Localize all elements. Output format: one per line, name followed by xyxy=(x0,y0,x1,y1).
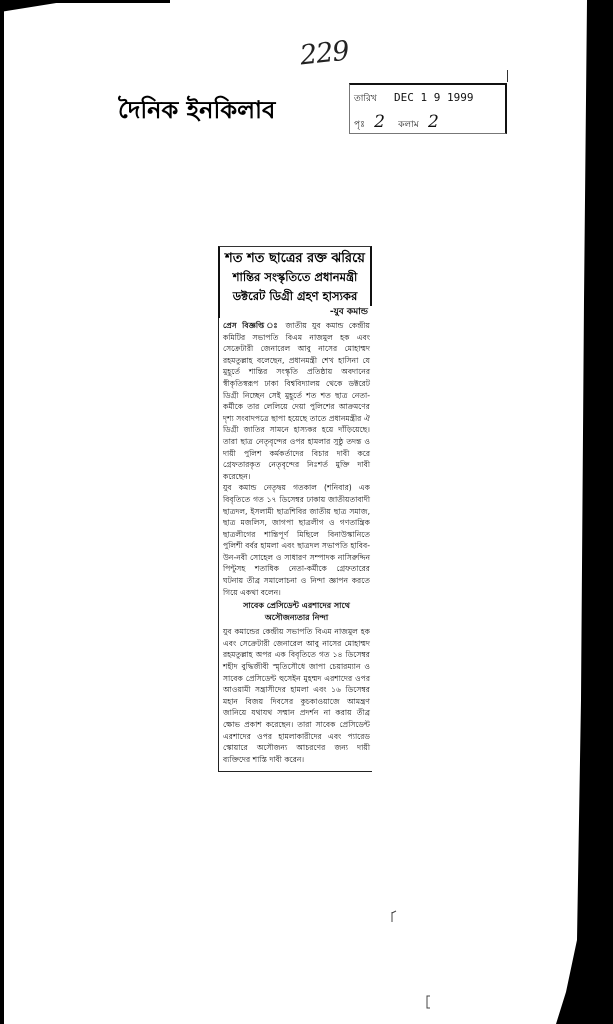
article-paragraph-2: যুব কমান্ড নেতৃদ্বয় গতকাল (শনিবার) এক বিবৃতিতে গত ১৭ ডিসেম্বর ঢাকায় জাতীয়তাবাদী ছাত্রদল, ইসলামী ছাত্রশিবির জাতীয় ছাত্র সমাজ, ছাত্র মজলিস, জাগপা ছাত্রলীগ ও গণতান্ত্রিক ছাত্রলীগের শান্তিপূর্ণ মিছিলে বিনাউস্কানিতে পুলিশী বর্বর হামলা এবং ছাত্রদল সভাপতি হাবিব-উন-নবী সোহেল ও সাধারণ সম্পাদক নাসিরুদ্দিন পিন্টুসহ শতাধিক নেতা-কর্মীকে গ্রেফতারের ঘটনায় তীব্র সমালোচনা ও নিন্দা জ্ঞাপন করতে গিয়ে একথা বলেন। xyxy=(223,483,370,597)
article-lead: প্রেস বিজ্ঞপ্তি ঃ xyxy=(223,321,281,330)
headline-line-3: ডক্টরেট ডিগ্রী গ্রহণ হাস্যকর xyxy=(232,289,358,303)
stray-mark xyxy=(392,911,396,922)
headline-line-2: শান্তির সংস্কৃতিতে প্রধানমন্ত্রী xyxy=(232,270,358,284)
stamp-date-value: DEC 1 9 1999 xyxy=(394,91,474,104)
subheading-line-2: অসৌজন্যতার নিন্দা xyxy=(264,613,329,623)
scan-edge-right-gap xyxy=(576,828,578,872)
stamp-tick-mark xyxy=(507,70,508,82)
subheading-line-1: সাবেক প্রেসিডেন্ট এরশাদের সাথে xyxy=(243,601,350,611)
handwritten-page-number: 229 xyxy=(298,35,351,72)
stamp-page-row xyxy=(354,112,449,132)
stamp-page-value: 2 xyxy=(374,112,385,132)
stray-mark xyxy=(427,996,430,1008)
stamp-column-label: কলাম xyxy=(398,120,419,130)
archive-stamp xyxy=(349,83,507,134)
article-paragraph-1 xyxy=(223,320,370,482)
article-headline xyxy=(218,246,372,306)
article-paragraph-3: যুব কমান্ডের কেন্দ্রীয় সভাপতি বিএম নাজমুল হক এবং সেক্রেটারী জেনারেল আবু নাসের মোহাম্মদ রহমতুল্লাহ অপর এক বিবৃতিতে গত ১৪ ডিসেম্বর শহীদ বুদ্ধিজীবী স্মৃতিসৌধে জাপা চেয়ারম্যান ও সাবেক প্রেসিডেন্ট হুসেইন মুহম্মদ এরশাদের ওপর আওয়ামী সন্ত্রাসীদের হামলা এবং ১৬ ডিসেম্বর মহান বিজয় দিবসের কুচকাওয়াজে আমন্ত্রণ জানিয়ে যথাযথ সম্মান প্রদর্শন না করায় তীব্র ক্ষোভ প্রকাশ করেছেন। তারা সাবেক প্রেসিডেন্ট এরশাদের ওপর হামলাকারীদের এবং প্যারেড স্কোয়ারে অসৌজন্য আচরণের জন্য দায়ী ব্যক্তিদের শাস্তি দাবী করেন। xyxy=(223,627,370,764)
newspaper-masthead: দৈনিক ইনকিলাব xyxy=(118,96,276,124)
article-byline: -যুব কমান্ড xyxy=(218,306,372,318)
stamp-page-label: পৃঃ xyxy=(354,120,365,130)
article-body xyxy=(218,318,372,772)
scan-edge-left xyxy=(0,0,4,1024)
scan-edge-top xyxy=(0,0,170,3)
stamp-date-row xyxy=(354,91,473,106)
article-paragraph-1-text: জাতীয় যুব কমান্ড কেন্দ্রীয় কমিটির সভাপতি বিএম নাজমুল হক এবং সেক্রেটারী জেনারেল আবু নাসের মোহাম্মদ রহমতুল্লাহ বলেছেন, প্রধানমন্ত্রী শেখ হাসিনা যে মুহূর্তে শান্তির সংস্কৃতি প্রতিষ্ঠায় অবদানের স্বীকৃতিস্বরূপ ঢাকা বিশ্ববিদ্যালয় থেকে ডক্টরেট ডিগ্রী নিচ্ছেন সেই মুহূর্তে শত শত ছাত্র নেতা-কর্মীকে তার লেলিয়ে দেয়া পুলিশের আক্রমণের দৃশ্য সংবাদপত্রে ছাপা হয়েছে তাতে প্রধানমন্ত্রীর ঐ ডিগ্রী জাতির সামনে হাস্যকর হয়ে দাঁড়িয়েছে। তারা ছাত্র নেতৃবৃন্দের ওপর হামলার সুষ্ঠু তদন্ত ও দায়ী পুলিশ কর্মকর্তাদের বিচার দাবী করে গ্রেফতারকৃত নেতৃবৃন্দের নিঃশর্ত মুক্তি দাবী করেছেন। xyxy=(223,321,370,481)
stamp-column-value: 2 xyxy=(427,112,439,132)
scan-edge-right xyxy=(556,0,613,1024)
stamp-date-label: তারিখ xyxy=(354,94,377,104)
article-subheading xyxy=(223,600,370,624)
news-clipping xyxy=(218,246,372,772)
headline-line-1: শত শত ছাত্রের রক্ত ঝরিয়ে xyxy=(225,251,365,266)
